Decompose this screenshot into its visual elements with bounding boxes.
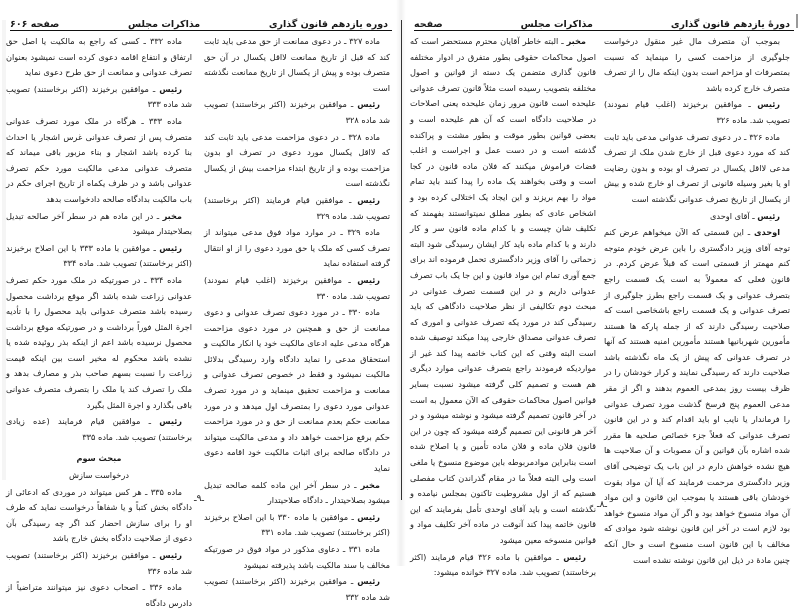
article-paragraph: ماده ۳۳۳ ـ هرگاه در ملک مورد تصرف عدوانی متصرف پس از تصرف عدوانی غرس اشجار یا احداث بنا کرده باشد اشجار و بناء مزبور باقی میماند که متصرف عدوانی مدعی مالکیت مورد حکم تصرف عدوانی باشد و در ظرف یکماه از تاریخ اجرای حکم در باب مالکیت بدادگاه صالحه دادخواست بدهد — [6, 115, 192, 204]
speaker-paragraph — [604, 225, 790, 568]
speaker-paragraph — [204, 273, 390, 304]
center-title: مذاکرات مجلس — [520, 19, 593, 30]
series-title: دورهٔ یازدهم قانون گذاری — [670, 19, 790, 30]
article-paragraph: ماده ۳۳۰ ـ در مورد دعوی تصرف عدوانی و دعوی ممانعت از حق و همچنین در مورد دعوی مزاحمت هرگاه مدعی علیه ادعای مالکیت خود یا انکار مالکیت و استحقاق مدعی را نماید دادگاه وارد رسیدگی بدلائل مالکیت نمیشود و فقط در خصوص تصرف عدوانی و ممانعت و مزاحمت تحقیق مینماید و در مورد تصرف عدوانی مورد دعوی را بمتصرف اول میدهد و در مورد ممانعت حکم بعدم ممانعت از حق و در مورد مزاحمت حکم برفع مزاحمت خواهد داد و مدعی مالکیت میتواند در دادگاه صالحه برای اثبات مالکیت خود اقامه دعوی نماید — [204, 307, 390, 474]
article-paragraph: ماده ۳۳۴ ـ در صورتیکه در ملک مورد حکم تصرف عدوانی زراعت شده باشد اگر موقع برداشت محصول رسیده باشد متصرف عدوانی باید محصول را با تأدیه اجرة المثل فوراً برداشت و در صورتیکه موقع برداشت محصول نرسیده باشد اعم از اینکه بذر روئیده شده یا نشده باشد محکوم له مخیر است بین اینکه قیمت زراعت را نسبت بسهم صاحب بذر و مصارف بدهد و ملک را تصرف کند یا ملک را بتصرف متصرف عدوانی باقی بگذارد و اجرة المثل بگیرد — [6, 274, 192, 410]
speaker-paragraph — [604, 97, 790, 128]
left-page — [0, 0, 398, 608]
speaker-name: مخبر — [360, 479, 380, 490]
speaker-name: مخبر — [162, 210, 182, 221]
speaker-paragraph — [6, 241, 192, 272]
speaker-text: ـ البته خاطر آقایان محترم مستحضر است که اصول محاکمات حقوقی بطور متفرق در ادوار مختلفه قانون گذاری متضمن یک دسته از قوانین و اصول مختلفه بتصویب رسیده است مثلاً قانون تصرف عدوانی علیحده است قانون مرور زمان علیحده یعنی اصلاحات در صلاحیت دادگاه است که آن هم علیحده است و بعضی قوانین بطور موقت و بطور مشتت و پراکنده گذشته است و در دست عمل و اجراست و اغلب قضات فراموش میکنند که فلان ماده قانون در کجا است و وقتی بخواهند یک ماده را پیدا کنند باید تمام مواد را بهم بریزند و این ایجاد یک اختلالی کرده بود و اشخاص عادی که بطور مطلق نمیتوانستند بفهمند که تکلیف شان چیست و با کدام ماده قانون سر و کار دارند و با کدام ماده باید کار ایشان رسیدگی شود البته زحماتی را آقای وزیر دادگستری تحمل فرموده اند برای جمع آوری تمام این مواد قانون و این جا یک باب تصرف عدوانی داریم و در این قسمت تصرف عدوانی در مبحث دوم تکالیفی از نظر صلاحیت دادگاهی که باید رسیدگی کند در مورد یکه تصرف عدوانی و اموری که تصرف عدوانی مصداق خارجی پیدا میکند توصیف شده است البته وقتی که این کتاب خاتمه پیدا کند غیر از مواردیکه فرمودند راجع بتصرف عدوانی موارد دیگری هم هست و تصمیم کلی گرفته میشود نسبت بسایر قوانین اصول محاکمات حقوقی که الآن معمول به است در آخر قانون تصمیم گرفته میشود و نوشته میشود و در آخر هر قانونی این تصمیم گرفته میشود که چون در این قانون فلان ماده و فلان ماده تأمین و یا اصلاح شده است بنابراین موادمربوطه باین موضوع منسوخ یا ملغی است ولی البته فعلاً ما در مقام گذراندن کتاب مفصلی هستیم که از اول مشروطیت تاکنون بمجلس نیامده و نگذشته است و باید آقای اوحدی تأمل بفرمایند که این قانون خاتمه پیدا کند آنوقت در ماده آخر تکلیف مواد و قوانین منسوخه معین میشود — [410, 36, 596, 545]
section-heading: مبحث سوم — [76, 453, 122, 464]
speaker-name: اوحدی — [753, 227, 780, 238]
speaker-text: ـ موافقین با ماده ۳۲۶ قیام فرمایند (اکثر برخاستند) تصویب شد. ماده ۳۲۷ خوانده میشود: — [410, 551, 596, 578]
page-label: صفحه ۶۰۶ — [10, 19, 60, 30]
speaker-name: رئیس — [159, 83, 182, 94]
speaker-paragraph — [6, 82, 192, 113]
article-paragraph: ماده ۳۲۶ ـ در دعوی تصرف عدوانی مدعی باید ثابت کند که مورد دعوی قبل از خارج شدن ملک از تصرف مدعی لااقل یکسال در تصرف او بوده و بدون رضایت او یا بغیر وسیله قانونی از تصرف او خارج شده و بیش از یکسال از تاریخ تصرف عدوانی نگذشته است — [604, 131, 790, 204]
speaker-name: رئیس — [159, 242, 182, 253]
article-paragraph: ماده ۳۲۷ ـ در دعوی ممانعت از حق مدعی باید ثابت کند که قبل از تاریخ ممانعت لااقل یکسال در آن حق متصرف بوده و پیش از یکسال از تاریخ ممانعت نگذشته است — [204, 36, 390, 93]
speaker-text: ـ در این ماده هم در سطر آخر صالحه تبدیل بصلاحیتدار میشود — [6, 210, 192, 237]
speaker-paragraph — [6, 414, 192, 445]
left-page-column-right — [204, 34, 390, 606]
right-page-column-right — [604, 34, 790, 569]
page-number-footer: ـ۹ـ — [193, 494, 205, 504]
speaker-paragraph — [604, 209, 790, 225]
speaker-name: رئیس — [159, 550, 182, 560]
speaker-name: رئیس — [757, 99, 780, 110]
right-page — [404, 0, 800, 578]
speaker-text: ـ موافقین قیام فرمایند (عده زیادی برخاستند) تصویب شد. ماده ۳۳۵ — [6, 416, 192, 442]
left-page-header — [10, 14, 388, 30]
speaker-name: رئیس — [757, 210, 780, 221]
speaker-paragraph — [204, 574, 390, 605]
article-paragraph: ماده ۳۳۲ ـ کسی که راجع به مالکیت یا اصل حق ارتفاق و انتفاع اقامه دعوی کرده است نمیشود بعنوان تصرف عدوانی و ممانعت از حق طرح دعوی نماید — [6, 36, 192, 78]
speaker-name: رئیس — [357, 274, 380, 285]
speaker-paragraph — [6, 209, 192, 240]
speaker-text: ـ موافقین برخیزند (اکثر برخاستند) تصویب شد ماده ۳۳۲ — [204, 576, 390, 602]
speaker-text: ـ آقای اوحدی — [709, 210, 758, 221]
left-page-column-left — [6, 34, 192, 612]
series-title: دوره یازدهم قانون گذاری — [268, 19, 388, 30]
gutter-divider — [401, 20, 402, 500]
speaker-text: ـ موافقین با ماده ۳۳۰ با این اصلاح برخیزند (اکثر برخاستند) تصویب شد. ماده ۳۳۱ — [204, 511, 390, 538]
page-number-footer: ـ۸ـ — [596, 500, 608, 510]
speaker-paragraph — [410, 550, 596, 581]
speaker-name: رئیس — [357, 194, 380, 205]
speaker-name: رئیس — [159, 416, 182, 427]
speaker-text: ـ موافقین برخیزند (اکثر برخاستند) تصویب شد ماده ۳۲۸ — [204, 99, 390, 125]
speaker-paragraph — [204, 193, 390, 224]
speaker-name: رئیس — [357, 99, 380, 110]
speaker-name: مخبر — [566, 36, 586, 46]
speaker-text: ـ در سطر آخر این ماده کلمه صالحه تبدیل میشود بصلاحیتدار ـ دادگاه صلاحیتدار — [204, 479, 390, 506]
article-paragraph: ماده ۳۳۶ ـ اصحاب دعوی نیز میتوانند متراضیاً از دادرس دادگاه — [6, 582, 192, 608]
speaker-text: ـ موافقین برخیزند (اغلب قیام نمودند) تصویب شد. ماده ۳۳۰ — [204, 274, 390, 301]
speaker-name: رئیس — [357, 511, 380, 522]
speaker-text: ـ موافقین قیام فرمایند (اکثر برخاستند) تصویب شد. ماده ۳۲۹ — [204, 194, 390, 221]
header-rule — [414, 30, 794, 31]
speaker-name: رئیس — [563, 551, 586, 562]
article-paragraph: ماده ۳۳۵ ـ هر کس میتواند در موردی که ادعائی از دادگاه بخش کتباً و یا شفاهاً درخواست نماید که طرف او را برای سازش احضار کند اگر چه رسیدگی بآن دعوی از صلاحیت دادگاه بخش خارج باشد — [6, 486, 192, 544]
speaker-text: ـ موافقین برخیزند (اکثر برخاستند) تصویب شد ماده ۳۳۳ — [6, 83, 192, 110]
speaker-text: ـ موافقین با ماده ۳۳۳ با این اصلاح برخیزند (اکثر برخاستند) تصویب شد. ماده ۳۳۴ — [6, 242, 192, 269]
article-paragraph: ماده ۳۲۹ ـ در موارد مواد فوق مدعی میتواند از تصرف کسی که ملک یا حق مورد دعوی را از او انتقال گرفته استفاده نماید — [204, 227, 390, 269]
section-subheading: درخواست سازش — [69, 470, 129, 481]
article-paragraph: ماده ۳۲۸ ـ در دعوی مزاحمت مدعی باید ثابت کند که لااقل یکسال مورد دعوی در تصرف او بدون مزاحمت بوده و از تاریخ ابتداء مزاحمت بیش از یکسال نگذشته است — [204, 131, 390, 189]
center-title: مذاکرات مجلس — [127, 19, 201, 30]
speaker-paragraph — [204, 510, 390, 541]
speaker-text: ـ این قسمتی که الآن میخواهم عرض کنم توجه آقای وزیر دادگستری را باین عرض خودم متوجه کنم مهمتر از قسمتی است که قبلاً عرض کردم. در قانون فعلی که معمولاً به است یک قسمت راجع بتصرف عدوانی و یک قسمت راجع بطرز جلوگیری از تصرف عدوانی و یک قسمت راجع باشخاصی است که صلاحیت رسیدگی دارند که از جمله پارکه ها هستند مأمورین شهربانیها هستند مأمورین امنیه هستند که آنها در تصرف عدوانی که پیش از یک ماه نگذشته باشد صلاحیت دارند که رسیدگی نمایند و کرار خودشان را در ظرف بیست روز بمدعی العموم بدهند و اگر از مقر مدعی العموم پنج فرسخ گذشت مورد تصرف عدوانی را فرماندار یا نایب او باید اقدام کند و در این قانون تصرف عدوانی که فعلاً جزء خصائص صلحیه ها مقرر شده اشاره بآن قوانین و آن مصوبات و آن صلاحیت ها هیچ نشده خواهش دارم در این باب یک توضیحی آقای وزیر دادگستری مرحمت فرمایند که آیا آن مواد بقوت خودشان باقی هستند یا بموجب این قانون و این مواد آن مواد منسوخ خواهد بود و اگر آن مواد منسوخ خواهد بود لازم است در آخر این قانون نوشته شود موادی که مخالف با این قانون است منسوخ است و حال آنکه چنین مادهٔ در ذیل این قانون نوشته نشده است — [604, 227, 790, 565]
speaker-paragraph — [410, 34, 596, 549]
speaker-paragraph — [204, 97, 390, 128]
speaker-text: ـ موافقین برخیزند (اغلب قیام نمودند) تصویب شد. ماده ۳۲۶ — [604, 99, 790, 125]
speaker-paragraph — [6, 548, 192, 579]
header-rule — [10, 30, 392, 31]
speaker-name: رئیس — [357, 576, 380, 587]
article-paragraph: بموجب آن متصرف مال غیر منقول درخواست جلوگیری از مزاحمت کسی را مینماید که نسبت بمتصرفات او مزاحم است بدون اینکه مال را از تصرف متصرف خارج کرده باشد — [604, 36, 790, 93]
speaker-text: ـ موافقین برخیزند (اکثر برخاستند) تصویب شد ماده ۳۳۶ — [6, 550, 192, 576]
page-label: صفحه — [414, 19, 443, 30]
right-page-header — [414, 14, 790, 30]
article-paragraph: ماده ۳۳۱ ـ دعاوی مذکور در مواد فوق در صورتیکه مخالف با سند مالکیت باشد پذیرفته نمیشود — [204, 544, 390, 570]
